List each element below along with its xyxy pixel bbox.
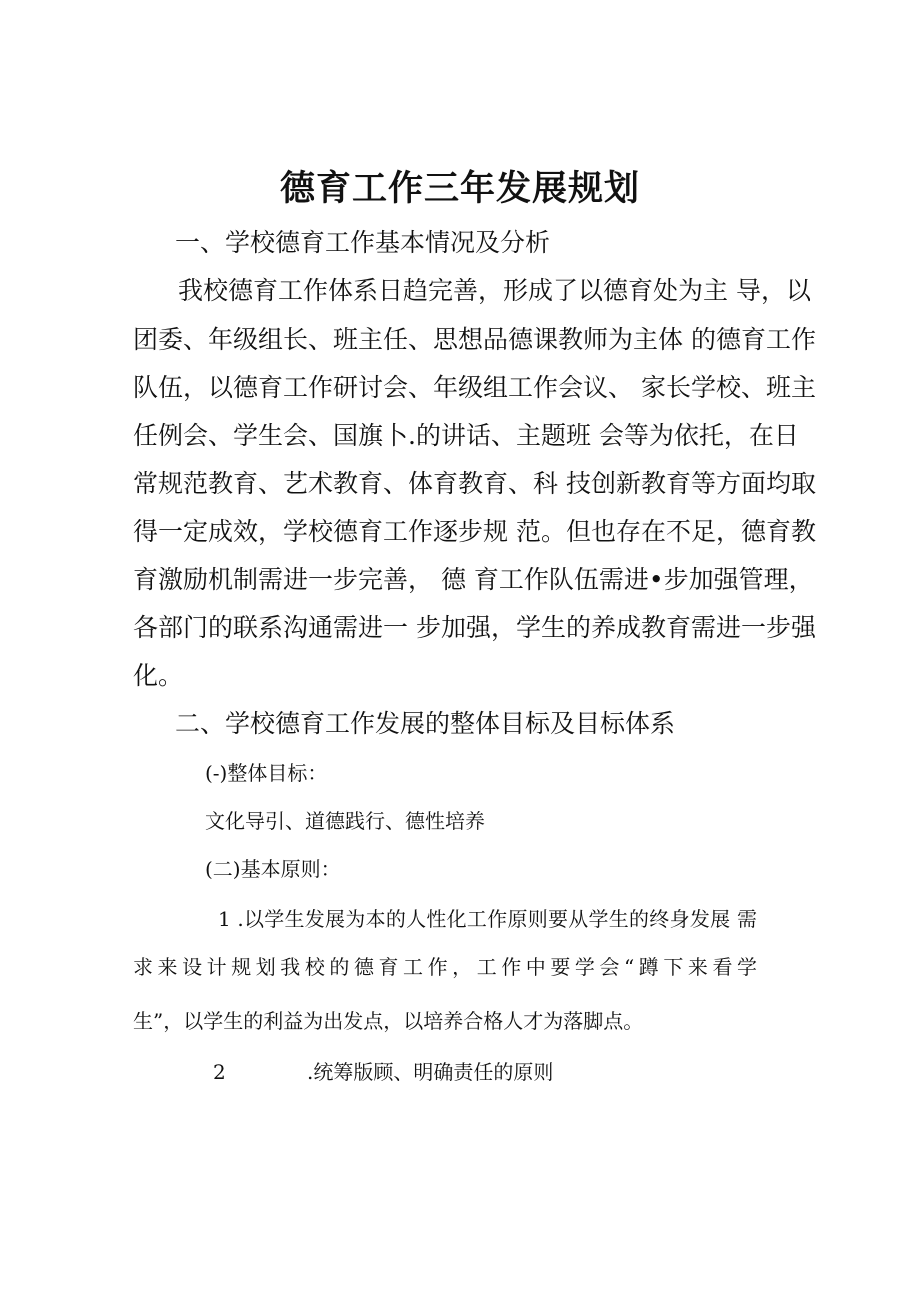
section1-heading: 一、学校德育工作基本情况及分析 — [175, 228, 551, 257]
principle1-line: 求来设计规划我校的德育工作，工作中要学会“蹲下来看学 — [133, 955, 757, 979]
paragraph-line: 队伍，以德育工作研讨会、年级组工作会议、 家长学校、班主 — [133, 373, 816, 402]
paragraph-line: 化。 — [133, 661, 184, 690]
paragraph-line: 育激励机制需进一步完善， 德 育工作队伍需进•步加强管理， — [133, 565, 814, 594]
paragraph-line: 我校德育工作体系日趋完善，形成了以德育处为主 导，以 — [178, 276, 811, 305]
principle1-line: 1 .以学生发展为本的人性化工作原则要从学生的终身发展 需 — [218, 907, 757, 931]
goal-text: 文化导引、道德践行、德性培养 — [205, 809, 485, 833]
page-title: 德育工作三年发展规划 — [279, 168, 640, 209]
paragraph-line: 各部门的联系沟通需进一 步加强，学生的养成教育需进一步强 — [133, 613, 816, 642]
paragraph-line: 任例会、学生会、国旗卜.的讲话、主题班 会等为依托，在日 — [133, 421, 799, 450]
principle2-number: 2 — [213, 1060, 226, 1084]
paragraph-line: 常规范教育、艺术教育、体育教育、科 技创新教育等方面均取 — [133, 469, 816, 498]
principle-label: (二)基本原则： — [205, 857, 341, 881]
goal-label: (-)整体目标： — [205, 761, 328, 785]
paragraph-line: 团委、年级组长、班主任、思想品德课教师为主体 的德育工作 — [133, 325, 816, 354]
principle2-text: .统筹版顾、明确责任的原则 — [307, 1060, 554, 1084]
section2-heading: 二、学校德育工作发展的整体目标及目标体系 — [175, 709, 676, 738]
paragraph-line: 得一定成效，学校德育工作逐步规 范。但也存在不足，德育教 — [133, 517, 816, 546]
principle1-line: 生”，以学生的利益为出发点，以培养合格人才为落脚点。 — [133, 1009, 644, 1033]
